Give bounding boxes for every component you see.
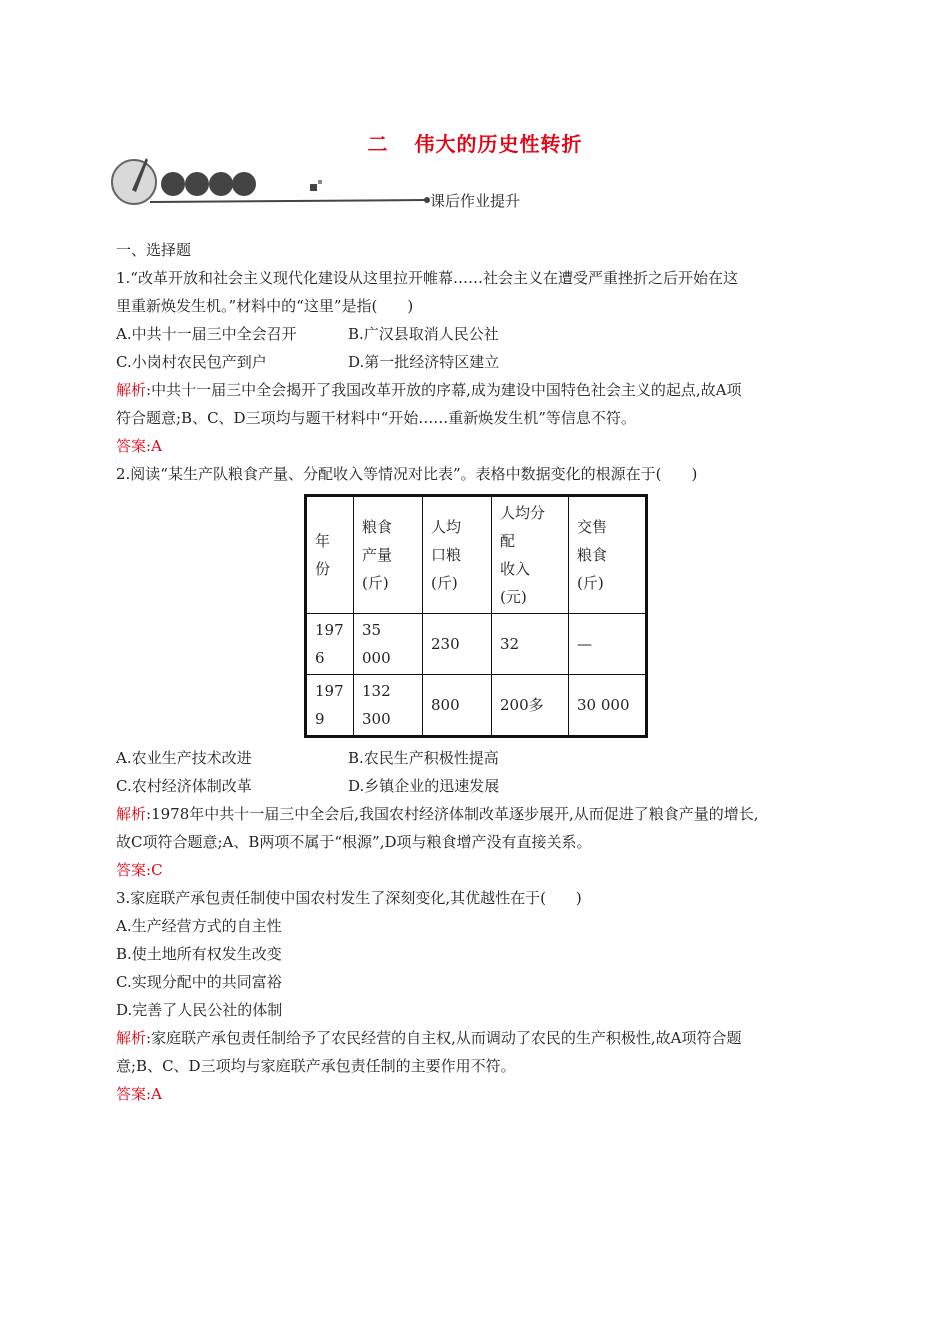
q1-analysis-label: 解析 <box>116 381 147 399</box>
q3-option-b: B.使土地所有权发生改变 <box>116 945 282 963</box>
q1-analysis-line: 符合题意;B、C、D三项均与题干材料中“开始……重新焕发生机”等信息不符。 <box>116 409 636 427</box>
q2-option-a: A.农业生产技术改进 <box>116 749 252 767</box>
dot-icon <box>185 172 209 196</box>
title-text: 伟大的历史性转折 <box>414 132 583 156</box>
dot-icon <box>161 172 185 196</box>
q2-option-b: B.农民生产积极性提高 <box>348 749 499 767</box>
q3-analysis-line: :家庭联产承包责任制给予了农民经营的自主权,从而调动了农民的生产积极性,故A项符合题 <box>146 1029 742 1047</box>
table-cell: 132 300 <box>354 675 423 737</box>
table-cell: — <box>569 614 647 675</box>
q3-analysis-line: 意;B、C、D三项均与家庭联产承包责任制的主要作用不符。 <box>116 1057 516 1075</box>
square-icon <box>310 184 317 191</box>
q2-analysis-label: 解析 <box>116 805 147 823</box>
q3-option-c: C.实现分配中的共同富裕 <box>116 973 282 991</box>
question-content <box>116 236 846 1108</box>
table-header-cell: 人均 口粮 (斤) <box>423 496 492 614</box>
q2-option-c: C.农村经济体制改革 <box>116 777 252 795</box>
q1-analysis-line: :中共十一届三中全会揭开了我国改革开放的序幕,成为建设中国特色社会主义的起点,故A项 <box>146 381 742 399</box>
q1-answer: :A <box>146 437 162 455</box>
table-row <box>306 614 647 675</box>
q2-answer-label: 答案 <box>116 861 147 879</box>
table-header-cell: 人均分 配 收入 (元) <box>492 496 569 614</box>
q1-stem-line: 1.“改革开放和社会主义现代化建设从这里拉开帷幕……社会主义在遭受严重挫折之后开始在这 <box>116 269 738 287</box>
q1-answer-label: 答案 <box>116 437 147 455</box>
q1-stem-line: 里重新焕发生机。”材料中的“这里”是指( ) <box>116 297 414 315</box>
q3-answer-label: 答案 <box>116 1085 147 1103</box>
table-cell: 230 <box>423 614 492 675</box>
q3-analysis-label: 解析 <box>116 1029 147 1047</box>
q2-answer: :C <box>146 861 163 879</box>
q1-option-c: C.小岗村农民包产到户 <box>116 353 267 371</box>
table-header-cell: 交售 粮食 (斤) <box>569 496 647 614</box>
section-heading: 一、选择题 <box>116 241 192 259</box>
table-cell: 197 6 <box>306 614 354 675</box>
table-header-cell: 年 份 <box>306 496 354 614</box>
banner-label: 课后作业提升 <box>430 192 521 210</box>
divider-line <box>150 200 426 202</box>
table-cell: 32 <box>492 614 569 675</box>
q1-option-d: D.第一批经济特区建立 <box>348 353 500 371</box>
q2-stem: 2.阅读“某生产队粮食产量、分配收入等情况对比表”。表格中数据变化的根源在于( ) <box>116 465 698 483</box>
q3-stem: 3.家庭联产承包责任制使中国农村发生了深刻变化,其优越性在于( ) <box>116 889 582 907</box>
table-row <box>306 675 647 737</box>
title-number: 二 <box>367 132 389 156</box>
dot-icon <box>209 172 233 196</box>
table-cell: 800 <box>423 675 492 737</box>
q1-option-b: B.广汉县取消人民公社 <box>348 325 499 343</box>
table-cell: 200多 <box>492 675 569 737</box>
q2-option-d: D.乡镇企业的迅速发展 <box>348 777 500 795</box>
pen-badge-icon <box>112 160 156 204</box>
table-cell: 197 9 <box>306 675 354 737</box>
table-header-cell: 粮食 产量 (斤) <box>354 496 423 614</box>
q3-option-a: A.生产经营方式的自主性 <box>116 917 282 935</box>
q2-analysis-line: 故C项符合题意;A、B两项不属于“根源”,D项与粮食增产没有直接关系。 <box>116 833 592 851</box>
table-cell: 30 000 <box>569 675 647 737</box>
table-header-row <box>306 496 647 614</box>
q3-option-d: D.完善了人民公社的体制 <box>116 1001 283 1019</box>
q3-answer: :A <box>146 1085 162 1103</box>
dot-icon <box>232 172 256 196</box>
table-cell: 35 000 <box>354 614 423 675</box>
q1-option-a: A.中共十一届三中全会召开 <box>116 325 297 343</box>
q2-data-table <box>304 494 648 738</box>
q2-analysis-line: :1978年中共十一届三中全会后,我国农村经济体制改革逐步展开,从而促进了粮食产量的增长, <box>146 805 759 823</box>
square-icon <box>318 180 322 184</box>
